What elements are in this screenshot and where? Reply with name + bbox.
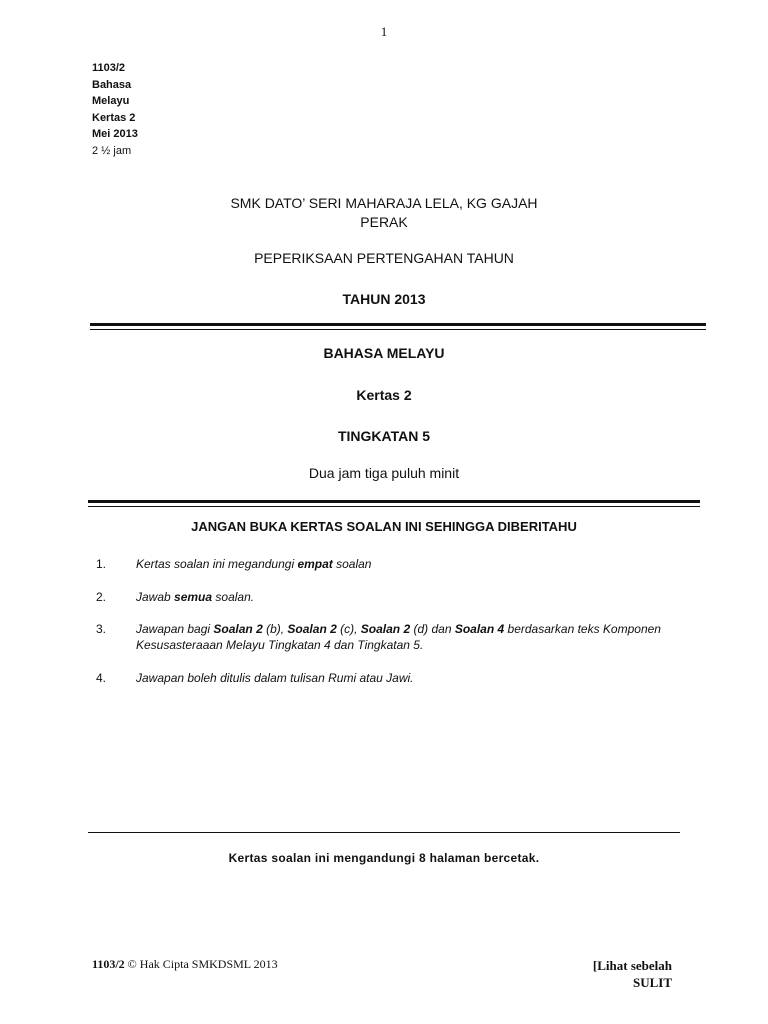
instruction-text-part: (d) dan (410, 622, 455, 636)
exam-date: Mei 2013 (92, 128, 138, 140)
see-next-page-note: [Lihat sebelah (592, 958, 672, 973)
instruction-emphasis: Soalan 2 (213, 622, 263, 636)
do-not-open-warning: JANGAN BUKA KERTAS SOALAN INI SEHINGGA DIBERITAHU (191, 519, 577, 534)
instruction-text-part: (c), (336, 622, 361, 636)
instruction-text (136, 621, 676, 653)
instruction-emphasis: Soalan 4 (454, 622, 505, 636)
school-name (0, 194, 768, 232)
exam-duration-short: 2 ½ jam (92, 144, 132, 157)
subject-line-1: Bahasa (92, 78, 132, 91)
instruction-text-part: soalan (332, 557, 372, 571)
instruction-text-part: Jawab (136, 590, 175, 604)
top-double-rule-lower (90, 329, 706, 330)
classification-label: SULIT (632, 975, 672, 990)
exam-year: TAHUN 2013 (342, 291, 426, 307)
top-double-rule-upper (90, 323, 706, 326)
printed-pages-note: Kertas soalan ini mengandungi 8 halaman bercetak. (228, 851, 540, 865)
school-name-line-1: SMK DATO’ SERI MAHARAJA LELA, KG GAJAH (230, 195, 538, 211)
instruction-text-part: berdasarkan teks Komponen Kesusasteraaan Melayu Tingkatan 4 dan Tingkatan 5. (136, 622, 661, 652)
paper-header-block (92, 60, 138, 159)
duration-title: Dua jam tiga puluh minit (308, 465, 460, 481)
instruction-item (96, 621, 676, 653)
subject-line-2: Melayu (92, 95, 130, 107)
paper-title: Kertas 2 (356, 387, 412, 403)
instruction-text-part: Kertas soalan ini megandungi (136, 557, 298, 571)
pages-note-rule (88, 832, 680, 833)
bottom-double-rule-lower (88, 506, 700, 507)
footer-copyright (92, 957, 278, 972)
form-title: TINGKATAN 5 (337, 428, 431, 444)
instruction-text-part: (b), (262, 622, 288, 636)
paper-code: 1103/2 (92, 62, 126, 74)
instruction-item (96, 670, 676, 686)
instruction-item (96, 556, 676, 572)
instruction-number: 2. (96, 590, 107, 604)
instruction-number: 3. (96, 622, 107, 636)
footer-right-block (593, 957, 672, 991)
instruction-text (136, 589, 676, 605)
instruction-text (136, 670, 676, 686)
instruction-emphasis: empat (297, 557, 333, 571)
instruction-text (136, 556, 676, 572)
footer-copyright-text: © Hak Cipta SMKDSML 2013 (127, 957, 278, 971)
school-name-line-2: PERAK (360, 214, 408, 230)
instruction-emphasis: semua (174, 590, 213, 604)
instruction-number: 4. (96, 671, 107, 685)
instruction-number: 1. (96, 557, 107, 571)
paper-label: Kertas 2 (92, 111, 136, 124)
instruction-emphasis: Soalan 2 (287, 622, 337, 636)
footer-paper-code: 1103/2 (92, 957, 125, 971)
page-number: 1 (380, 24, 388, 39)
instruction-text-part: Jawapan boleh ditulis dalam tulisan Rumi atau Jawi. (136, 671, 414, 685)
subject-title: BAHASA MELAYU (323, 345, 445, 361)
instruction-item (96, 589, 676, 605)
exam-title: PEPERIKSAAN PERTENGAHAN TAHUN (254, 250, 514, 266)
instruction-text-part: soalan. (212, 590, 255, 604)
bottom-double-rule-upper (88, 500, 700, 503)
instruction-emphasis: Soalan 2 (360, 622, 411, 636)
instruction-text-part: Jawapan bagi (136, 622, 214, 636)
